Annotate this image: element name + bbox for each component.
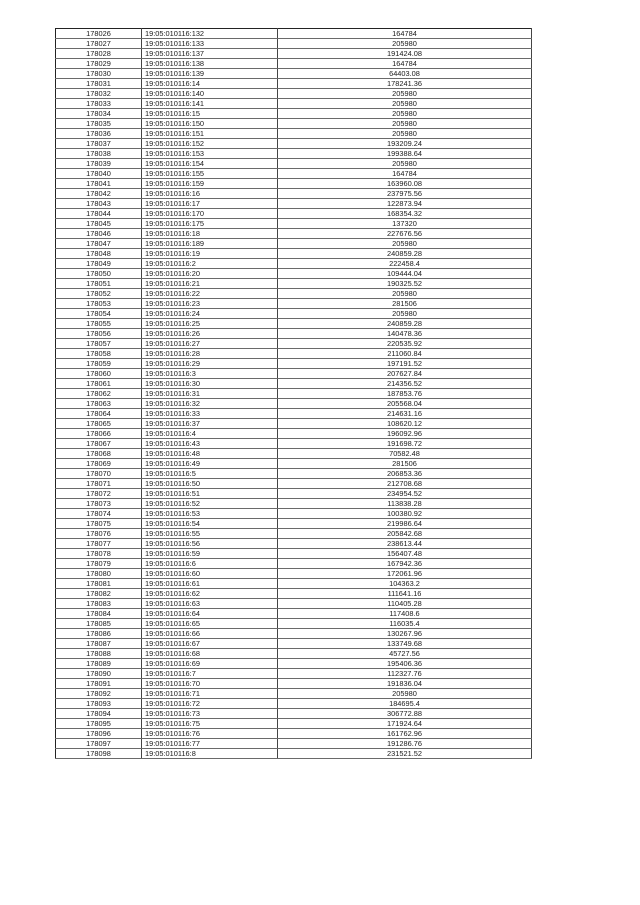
row-id-cell: 178097 (56, 739, 142, 749)
row-timestamp-cell: 19:05:010116:69 (142, 659, 278, 669)
table-row (56, 39, 532, 49)
row-timestamp-cell: 19:05:010116:2 (142, 259, 278, 269)
row-id-cell: 178098 (56, 749, 142, 759)
row-timestamp-cell: 19:05:010116:139 (142, 69, 278, 79)
row-id-cell: 178090 (56, 669, 142, 679)
row-id-cell: 178049 (56, 259, 142, 269)
row-id-cell: 178089 (56, 659, 142, 669)
table-row (56, 139, 532, 149)
table-row (56, 189, 532, 199)
table-row (56, 559, 532, 569)
row-amount-cell: 45727.56 (278, 649, 532, 659)
row-id-cell: 178066 (56, 429, 142, 439)
row-amount-cell: 219986.64 (278, 519, 532, 529)
table-row (56, 169, 532, 179)
table-row (56, 339, 532, 349)
row-amount-cell: 205980 (278, 119, 532, 129)
row-timestamp-cell: 19:05:010116:170 (142, 209, 278, 219)
row-timestamp-cell: 19:05:010116:33 (142, 409, 278, 419)
table-row (56, 509, 532, 519)
table-row (56, 249, 532, 259)
row-timestamp-cell: 19:05:010116:132 (142, 29, 278, 39)
row-id-cell: 178071 (56, 479, 142, 489)
row-timestamp-cell: 19:05:010116:75 (142, 719, 278, 729)
table-row (56, 369, 532, 379)
row-amount-cell: 205842.68 (278, 529, 532, 539)
row-id-cell: 178082 (56, 589, 142, 599)
data-table (55, 28, 532, 759)
row-amount-cell: 196092.96 (278, 429, 532, 439)
row-timestamp-cell: 19:05:010116:37 (142, 419, 278, 429)
table-row (56, 549, 532, 559)
row-amount-cell: 187853.76 (278, 389, 532, 399)
row-amount-cell: 227676.56 (278, 229, 532, 239)
row-id-cell: 178041 (56, 179, 142, 189)
table-row (56, 359, 532, 369)
table-row (56, 279, 532, 289)
row-amount-cell: 205980 (278, 689, 532, 699)
table-row (56, 519, 532, 529)
row-amount-cell: 205980 (278, 129, 532, 139)
row-id-cell: 178047 (56, 239, 142, 249)
row-timestamp-cell: 19:05:010116:28 (142, 349, 278, 359)
row-amount-cell: 205980 (278, 289, 532, 299)
row-amount-cell: 238613.44 (278, 539, 532, 549)
table-row (56, 609, 532, 619)
row-id-cell: 178085 (56, 619, 142, 629)
row-amount-cell: 70582.48 (278, 449, 532, 459)
table-row (56, 329, 532, 339)
table-row (56, 529, 532, 539)
table-row (56, 259, 532, 269)
table-row (56, 459, 532, 469)
row-id-cell: 178070 (56, 469, 142, 479)
row-id-cell: 178081 (56, 579, 142, 589)
table-row (56, 399, 532, 409)
row-id-cell: 178094 (56, 709, 142, 719)
row-timestamp-cell: 19:05:010116:27 (142, 339, 278, 349)
row-amount-cell: 212708.68 (278, 479, 532, 489)
row-id-cell: 178040 (56, 169, 142, 179)
table-row (56, 199, 532, 209)
row-timestamp-cell: 19:05:010116:70 (142, 679, 278, 689)
row-timestamp-cell: 19:05:010116:19 (142, 249, 278, 259)
table-row (56, 29, 532, 39)
row-amount-cell: 191698.72 (278, 439, 532, 449)
table-row (56, 569, 532, 579)
table-row (56, 479, 532, 489)
table-row (56, 219, 532, 229)
row-id-cell: 178078 (56, 549, 142, 559)
table-row (56, 89, 532, 99)
row-id-cell: 178048 (56, 249, 142, 259)
table-row (56, 389, 532, 399)
row-timestamp-cell: 19:05:010116:153 (142, 149, 278, 159)
row-timestamp-cell: 19:05:010116:189 (142, 239, 278, 249)
row-id-cell: 178087 (56, 639, 142, 649)
row-timestamp-cell: 19:05:010116:22 (142, 289, 278, 299)
row-timestamp-cell: 19:05:010116:140 (142, 89, 278, 99)
row-id-cell: 178075 (56, 519, 142, 529)
row-id-cell: 178072 (56, 489, 142, 499)
row-id-cell: 178060 (56, 369, 142, 379)
row-timestamp-cell: 19:05:010116:24 (142, 309, 278, 319)
table-row (56, 449, 532, 459)
table-row (56, 289, 532, 299)
table-row (56, 159, 532, 169)
table-row (56, 709, 532, 719)
row-id-cell: 178069 (56, 459, 142, 469)
row-amount-cell: 214631.16 (278, 409, 532, 419)
row-id-cell: 178036 (56, 129, 142, 139)
row-amount-cell: 116035.4 (278, 619, 532, 629)
row-timestamp-cell: 19:05:010116:154 (142, 159, 278, 169)
row-timestamp-cell: 19:05:010116:53 (142, 509, 278, 519)
table-row (56, 699, 532, 709)
row-id-cell: 178088 (56, 649, 142, 659)
table-row (56, 729, 532, 739)
row-amount-cell: 214356.52 (278, 379, 532, 389)
row-id-cell: 178043 (56, 199, 142, 209)
row-id-cell: 178056 (56, 329, 142, 339)
row-id-cell: 178091 (56, 679, 142, 689)
row-timestamp-cell: 19:05:010116:72 (142, 699, 278, 709)
row-timestamp-cell: 19:05:010116:50 (142, 479, 278, 489)
row-amount-cell: 108620.12 (278, 419, 532, 429)
table-row (56, 129, 532, 139)
table-row (56, 469, 532, 479)
row-timestamp-cell: 19:05:010116:73 (142, 709, 278, 719)
row-timestamp-cell: 19:05:010116:66 (142, 629, 278, 639)
row-id-cell: 178052 (56, 289, 142, 299)
row-timestamp-cell: 19:05:010116:59 (142, 549, 278, 559)
row-amount-cell: 220535.92 (278, 339, 532, 349)
row-amount-cell: 172061.96 (278, 569, 532, 579)
table-row (56, 669, 532, 679)
table-row (56, 429, 532, 439)
row-amount-cell: 207627.84 (278, 369, 532, 379)
table-row (56, 409, 532, 419)
table-row (56, 589, 532, 599)
row-id-cell: 178039 (56, 159, 142, 169)
row-id-cell: 178059 (56, 359, 142, 369)
row-id-cell: 178096 (56, 729, 142, 739)
row-timestamp-cell: 19:05:010116:61 (142, 579, 278, 589)
row-timestamp-cell: 19:05:010116:49 (142, 459, 278, 469)
row-id-cell: 178079 (56, 559, 142, 569)
row-id-cell: 178074 (56, 509, 142, 519)
table-row (56, 269, 532, 279)
row-id-cell: 178057 (56, 339, 142, 349)
row-amount-cell: 193209.24 (278, 139, 532, 149)
row-id-cell: 178026 (56, 29, 142, 39)
row-amount-cell: 130267.96 (278, 629, 532, 639)
row-amount-cell: 206853.36 (278, 469, 532, 479)
row-amount-cell: 205568.04 (278, 399, 532, 409)
row-timestamp-cell: 19:05:010116:133 (142, 39, 278, 49)
row-timestamp-cell: 19:05:010116:32 (142, 399, 278, 409)
row-amount-cell: 117408.6 (278, 609, 532, 619)
row-timestamp-cell: 19:05:010116:52 (142, 499, 278, 509)
row-id-cell: 178050 (56, 269, 142, 279)
row-amount-cell: 205980 (278, 39, 532, 49)
row-id-cell: 178054 (56, 309, 142, 319)
table-row (56, 49, 532, 59)
table-row (56, 639, 532, 649)
row-amount-cell: 113838.28 (278, 499, 532, 509)
row-id-cell: 178073 (56, 499, 142, 509)
row-amount-cell: 109444.04 (278, 269, 532, 279)
row-id-cell: 178045 (56, 219, 142, 229)
table-row (56, 319, 532, 329)
row-timestamp-cell: 19:05:010116:54 (142, 519, 278, 529)
row-id-cell: 178051 (56, 279, 142, 289)
row-amount-cell: 191286.76 (278, 739, 532, 749)
row-timestamp-cell: 19:05:010116:14 (142, 79, 278, 89)
row-amount-cell: 195406.36 (278, 659, 532, 669)
table-row (56, 99, 532, 109)
table-row (56, 439, 532, 449)
row-amount-cell: 281506 (278, 299, 532, 309)
row-id-cell: 178061 (56, 379, 142, 389)
table-row (56, 229, 532, 239)
row-timestamp-cell: 19:05:010116:155 (142, 169, 278, 179)
row-timestamp-cell: 19:05:010116:62 (142, 589, 278, 599)
table-row (56, 499, 532, 509)
row-id-cell: 178064 (56, 409, 142, 419)
row-timestamp-cell: 19:05:010116:159 (142, 179, 278, 189)
row-id-cell: 178042 (56, 189, 142, 199)
row-amount-cell: 222458.4 (278, 259, 532, 269)
row-amount-cell: 197191.52 (278, 359, 532, 369)
row-timestamp-cell: 19:05:010116:23 (142, 299, 278, 309)
row-id-cell: 178092 (56, 689, 142, 699)
row-timestamp-cell: 19:05:010116:63 (142, 599, 278, 609)
row-timestamp-cell: 19:05:010116:7 (142, 669, 278, 679)
row-id-cell: 178083 (56, 599, 142, 609)
row-timestamp-cell: 19:05:010116:137 (142, 49, 278, 59)
row-timestamp-cell: 19:05:010116:55 (142, 529, 278, 539)
row-timestamp-cell: 19:05:010116:175 (142, 219, 278, 229)
row-amount-cell: 164784 (278, 59, 532, 69)
table-row (56, 689, 532, 699)
row-id-cell: 178029 (56, 59, 142, 69)
table-row (56, 599, 532, 609)
row-id-cell: 178080 (56, 569, 142, 579)
row-amount-cell: 122873.94 (278, 199, 532, 209)
row-id-cell: 178044 (56, 209, 142, 219)
row-timestamp-cell: 19:05:010116:5 (142, 469, 278, 479)
row-amount-cell: 161762.96 (278, 729, 532, 739)
row-amount-cell: 137320 (278, 219, 532, 229)
table-row (56, 109, 532, 119)
row-id-cell: 178084 (56, 609, 142, 619)
row-amount-cell: 191424.08 (278, 49, 532, 59)
row-timestamp-cell: 19:05:010116:16 (142, 189, 278, 199)
row-timestamp-cell: 19:05:010116:6 (142, 559, 278, 569)
table-row (56, 419, 532, 429)
row-timestamp-cell: 19:05:010116:15 (142, 109, 278, 119)
row-id-cell: 178030 (56, 69, 142, 79)
row-amount-cell: 178241.36 (278, 79, 532, 89)
row-id-cell: 178067 (56, 439, 142, 449)
row-id-cell: 178068 (56, 449, 142, 459)
row-timestamp-cell: 19:05:010116:3 (142, 369, 278, 379)
row-amount-cell: 234954.52 (278, 489, 532, 499)
table-row (56, 629, 532, 639)
row-timestamp-cell: 19:05:010116:151 (142, 129, 278, 139)
row-amount-cell: 163960.08 (278, 179, 532, 189)
row-amount-cell: 64403.08 (278, 69, 532, 79)
row-amount-cell: 205980 (278, 89, 532, 99)
row-amount-cell: 231521.52 (278, 749, 532, 759)
row-amount-cell: 184695.4 (278, 699, 532, 709)
row-timestamp-cell: 19:05:010116:21 (142, 279, 278, 289)
row-id-cell: 178077 (56, 539, 142, 549)
table-row (56, 619, 532, 629)
table-row (56, 59, 532, 69)
row-id-cell: 178055 (56, 319, 142, 329)
table-row (56, 719, 532, 729)
row-amount-cell: 205980 (278, 109, 532, 119)
row-timestamp-cell: 19:05:010116:48 (142, 449, 278, 459)
table-row (56, 119, 532, 129)
row-timestamp-cell: 19:05:010116:60 (142, 569, 278, 579)
table-row (56, 749, 532, 759)
row-amount-cell: 205980 (278, 99, 532, 109)
row-id-cell: 178063 (56, 399, 142, 409)
table-row (56, 539, 532, 549)
row-amount-cell: 281506 (278, 459, 532, 469)
table-row (56, 489, 532, 499)
row-amount-cell: 168354.32 (278, 209, 532, 219)
row-timestamp-cell: 19:05:010116:152 (142, 139, 278, 149)
row-amount-cell: 156407.48 (278, 549, 532, 559)
row-amount-cell: 205980 (278, 239, 532, 249)
row-timestamp-cell: 19:05:010116:77 (142, 739, 278, 749)
row-timestamp-cell: 19:05:010116:4 (142, 429, 278, 439)
row-id-cell: 178037 (56, 139, 142, 149)
row-id-cell: 178027 (56, 39, 142, 49)
row-id-cell: 178031 (56, 79, 142, 89)
row-timestamp-cell: 19:05:010116:20 (142, 269, 278, 279)
table-row (56, 239, 532, 249)
table-row (56, 579, 532, 589)
row-id-cell: 178093 (56, 699, 142, 709)
table-row (56, 209, 532, 219)
row-amount-cell: 240859.28 (278, 249, 532, 259)
row-amount-cell: 112327.76 (278, 669, 532, 679)
table-row (56, 379, 532, 389)
row-timestamp-cell: 19:05:010116:56 (142, 539, 278, 549)
row-amount-cell: 205980 (278, 309, 532, 319)
row-timestamp-cell: 19:05:010116:71 (142, 689, 278, 699)
table-row (56, 179, 532, 189)
row-amount-cell: 133749.68 (278, 639, 532, 649)
row-id-cell: 178095 (56, 719, 142, 729)
row-timestamp-cell: 19:05:010116:51 (142, 489, 278, 499)
row-amount-cell: 164784 (278, 29, 532, 39)
table-row (56, 149, 532, 159)
row-id-cell: 178035 (56, 119, 142, 129)
row-timestamp-cell: 19:05:010116:43 (142, 439, 278, 449)
row-timestamp-cell: 19:05:010116:30 (142, 379, 278, 389)
table-row (56, 659, 532, 669)
row-timestamp-cell: 19:05:010116:65 (142, 619, 278, 629)
table-row (56, 69, 532, 79)
table-row (56, 309, 532, 319)
row-amount-cell: 190325.52 (278, 279, 532, 289)
row-timestamp-cell: 19:05:010116:141 (142, 99, 278, 109)
row-amount-cell: 171924.64 (278, 719, 532, 729)
row-amount-cell: 237975.56 (278, 189, 532, 199)
row-amount-cell: 111641.16 (278, 589, 532, 599)
row-amount-cell: 306772.88 (278, 709, 532, 719)
row-amount-cell: 140478.36 (278, 329, 532, 339)
table-row (56, 349, 532, 359)
row-amount-cell: 110405.28 (278, 599, 532, 609)
row-id-cell: 178086 (56, 629, 142, 639)
row-amount-cell: 164784 (278, 169, 532, 179)
row-timestamp-cell: 19:05:010116:29 (142, 359, 278, 369)
row-id-cell: 178062 (56, 389, 142, 399)
row-timestamp-cell: 19:05:010116:31 (142, 389, 278, 399)
row-id-cell: 178032 (56, 89, 142, 99)
row-timestamp-cell: 19:05:010116:67 (142, 639, 278, 649)
row-timestamp-cell: 19:05:010116:64 (142, 609, 278, 619)
row-timestamp-cell: 19:05:010116:25 (142, 319, 278, 329)
row-amount-cell: 240859.28 (278, 319, 532, 329)
row-timestamp-cell: 19:05:010116:138 (142, 59, 278, 69)
row-id-cell: 178058 (56, 349, 142, 359)
row-timestamp-cell: 19:05:010116:76 (142, 729, 278, 739)
row-timestamp-cell: 19:05:010116:68 (142, 649, 278, 659)
row-timestamp-cell: 19:05:010116:8 (142, 749, 278, 759)
row-id-cell: 178033 (56, 99, 142, 109)
row-amount-cell: 205980 (278, 159, 532, 169)
row-id-cell: 178028 (56, 49, 142, 59)
row-timestamp-cell: 19:05:010116:18 (142, 229, 278, 239)
row-amount-cell: 104363.2 (278, 579, 532, 589)
row-timestamp-cell: 19:05:010116:17 (142, 199, 278, 209)
table-body (56, 29, 532, 759)
table-row (56, 79, 532, 89)
table-row (56, 679, 532, 689)
row-id-cell: 178038 (56, 149, 142, 159)
row-amount-cell: 167942.36 (278, 559, 532, 569)
row-amount-cell: 211060.84 (278, 349, 532, 359)
row-timestamp-cell: 19:05:010116:26 (142, 329, 278, 339)
row-id-cell: 178053 (56, 299, 142, 309)
row-id-cell: 178034 (56, 109, 142, 119)
row-amount-cell: 199388.64 (278, 149, 532, 159)
row-id-cell: 178076 (56, 529, 142, 539)
table-row (56, 649, 532, 659)
row-amount-cell: 191836.04 (278, 679, 532, 689)
table-row (56, 299, 532, 309)
row-id-cell: 178065 (56, 419, 142, 429)
table-row (56, 739, 532, 749)
row-amount-cell: 100380.92 (278, 509, 532, 519)
row-timestamp-cell: 19:05:010116:150 (142, 119, 278, 129)
row-id-cell: 178046 (56, 229, 142, 239)
